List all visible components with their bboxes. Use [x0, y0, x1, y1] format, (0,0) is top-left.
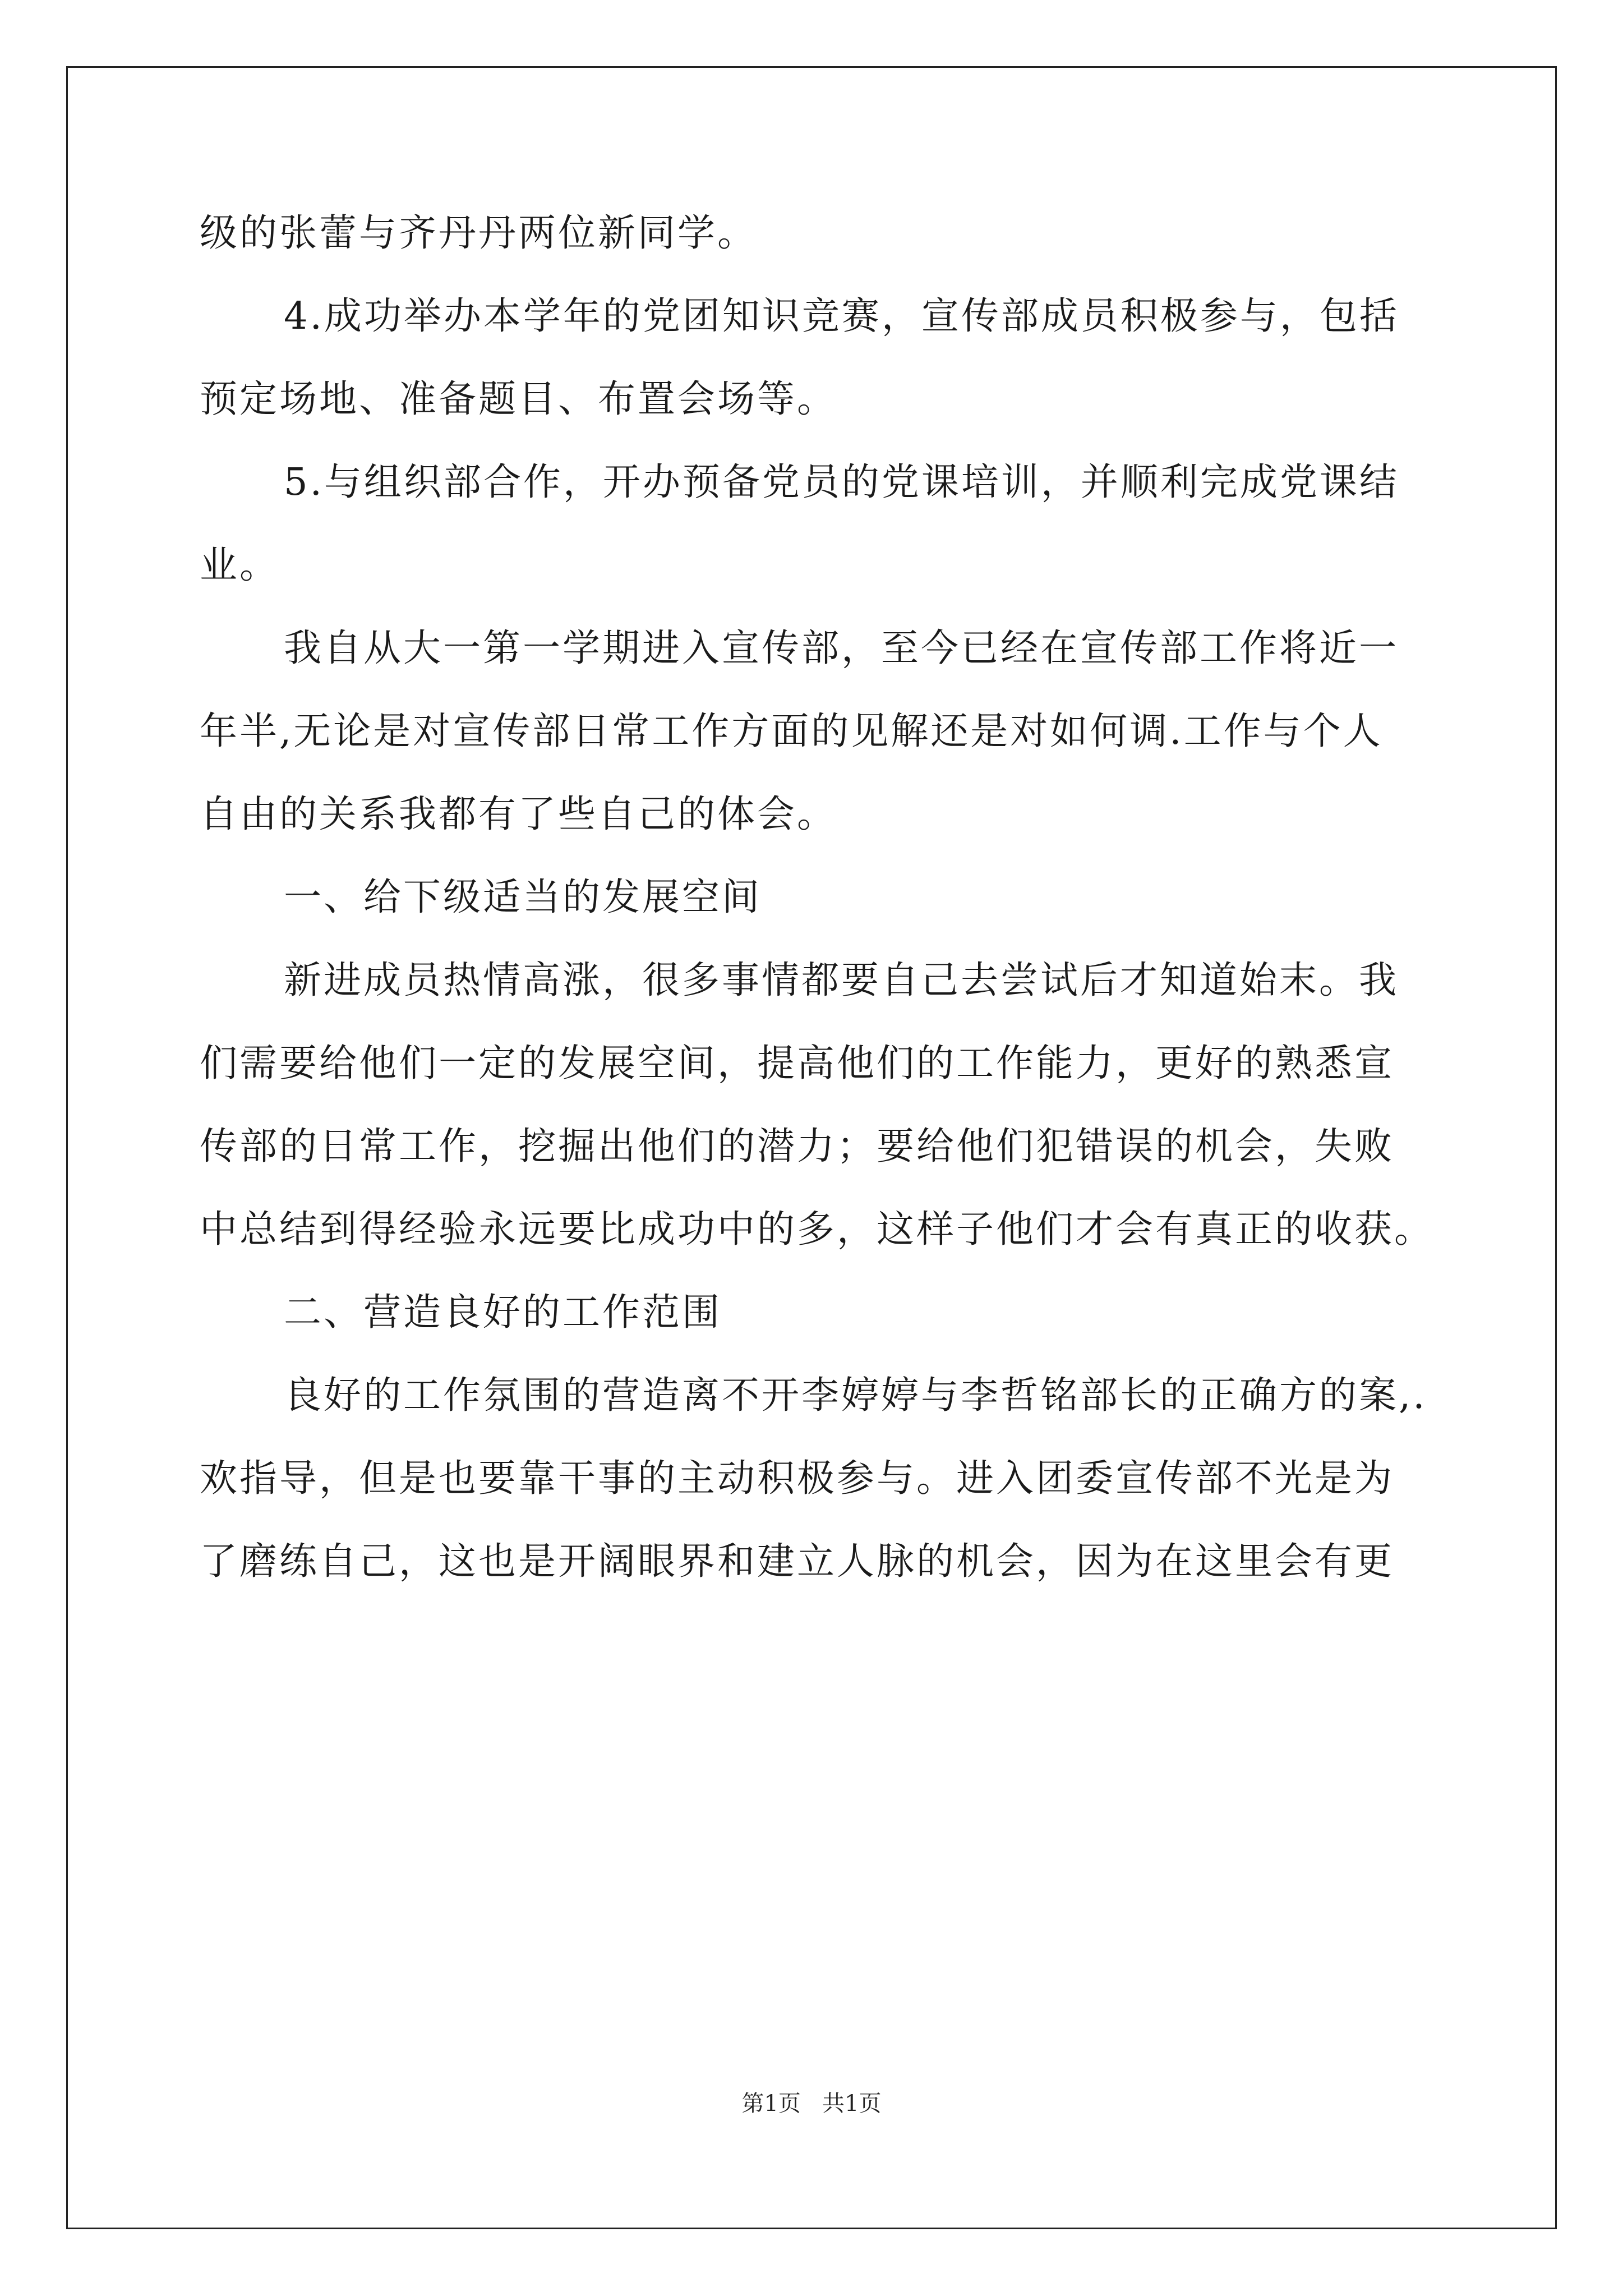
- page-number-footer: 第1页 共1页: [741, 2091, 882, 2116]
- text-line: 了磨练自己，这也是开阔眼界和建立人脉的机会，因为在这里会有更: [200, 1539, 1394, 1583]
- text-line: 我自从大一第一学期进入宣传部，至今已经在宣传部工作将近一: [284, 626, 1399, 670]
- text-line: 们需要给他们一定的发展空间，提高他们的工作能力，更好的熟悉宣: [200, 1041, 1394, 1085]
- text-line: 4.成功举办本学年的党团知识竞赛，宣传部成员积极参与，包括: [284, 294, 1399, 338]
- text-line: 新进成员热情高涨，很多事情都要自己去尝试后才知道始末。我: [284, 958, 1399, 1002]
- text-line: 5.与组织部合作，开办预备党员的党课培训，并顺利完成党课结: [284, 460, 1399, 504]
- text-line: 业。: [200, 543, 279, 587]
- section-heading: 一、给下级适当的发展空间: [284, 875, 762, 919]
- text-line: 传部的日常工作，挖掘出他们的潜力；要给他们犯错误的机会，失败: [200, 1124, 1394, 1168]
- text-line: 良好的工作氛围的营造离不开李婷婷与李哲铭部长的正确方的案,.: [284, 1373, 1427, 1417]
- text-line: 自由的关系我都有了些自己的体会。: [200, 792, 837, 836]
- text-line: 欢指导，但是也要靠干事的主动积极参与。进入团委宣传部不光是为: [200, 1456, 1394, 1500]
- text-line: 级的张蕾与齐丹丹两位新同学。: [200, 211, 757, 255]
- text-line: 预定场地、准备题目、布置会场等。: [200, 377, 837, 421]
- text-line: 年半,无论是对宣传部日常工作方面的见解还是对如何调.工作与个人: [200, 709, 1383, 753]
- section-heading: 二、营造良好的工作范围: [284, 1290, 722, 1334]
- text-line: 中总结到得经验永远要比成功中的多，这样子他们才会有真正的收获。: [200, 1207, 1434, 1251]
